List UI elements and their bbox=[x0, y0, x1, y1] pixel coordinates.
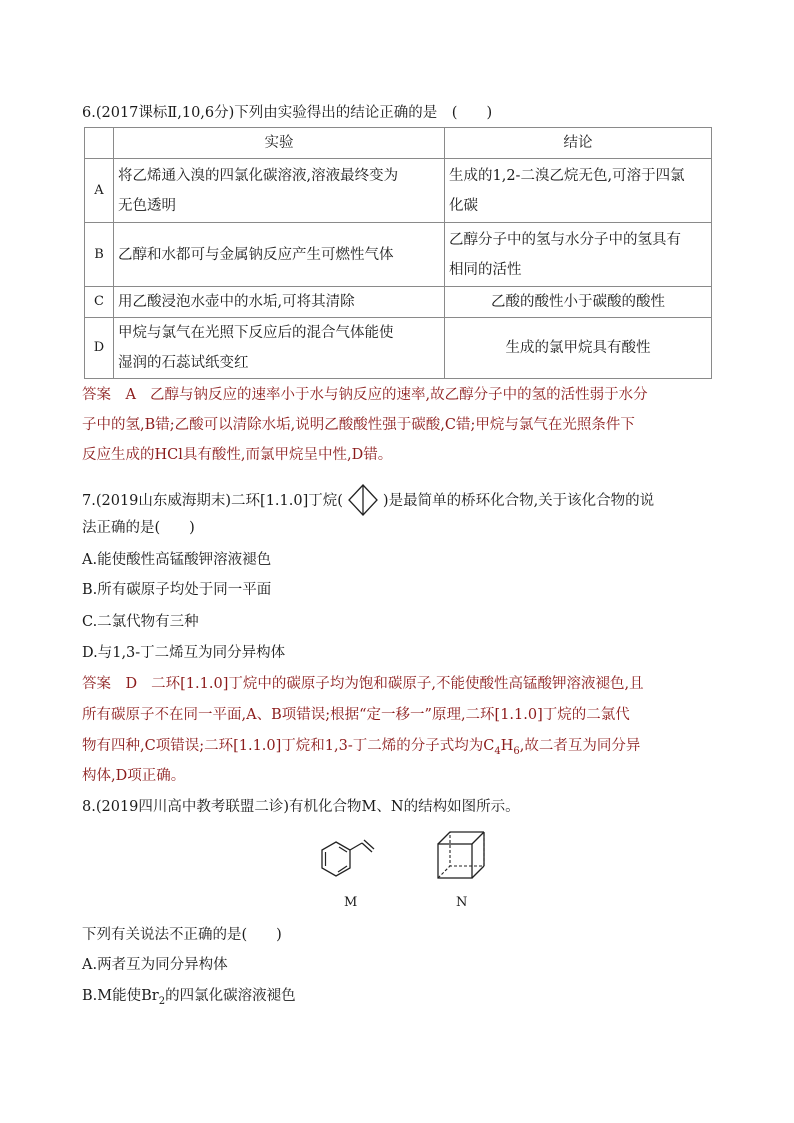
q7-answer-line2: 所有碳原子不在同一平面,A、B项错误;根据“定一移一”原理,二环[1.1.0]丁烷的二氯代 bbox=[82, 707, 630, 723]
q7-answer-line3 bbox=[82, 736, 640, 762]
con-line2: 相同的活性 bbox=[449, 261, 522, 278]
q7-stem-after: )是最简单的桥环化合物,关于该化合物的说 bbox=[382, 493, 655, 509]
q8-question: 下列有关说法不正确的是( ) bbox=[82, 927, 282, 943]
q6-stem: 6.(2017课标Ⅱ,10,6分)下列由实验得出的结论正确的是 ( ) bbox=[82, 105, 493, 121]
q8-option-a: A.两者互为同分异构体 bbox=[82, 957, 228, 973]
formula-subscript: 6 bbox=[513, 745, 520, 757]
row-experiment: 用乙酸浸泡水壶中的水垢,可将其清除 bbox=[114, 287, 445, 318]
table-row bbox=[85, 318, 712, 379]
header-conclusion: 结论 bbox=[445, 128, 712, 159]
row-experiment bbox=[114, 159, 445, 223]
header-experiment: 实验 bbox=[114, 128, 445, 159]
row-option: A bbox=[85, 159, 114, 223]
con-line2: 化碳 bbox=[449, 197, 478, 214]
table-header-row bbox=[85, 128, 712, 159]
q6-answer-line2: 子中的氢,B错;乙酸可以清除水垢,说明乙酸酸性强于碳酸,C错;甲烷与氯气在光照条件下 bbox=[82, 417, 635, 433]
row-conclusion: 生成的氯甲烷具有酸性 bbox=[445, 318, 712, 379]
exp-line2: 无色透明 bbox=[118, 197, 176, 214]
q7-stem-line2: 法正确的是( ) bbox=[82, 520, 195, 536]
q6-answer-line1 bbox=[82, 385, 648, 405]
answer-tag: 答案 D bbox=[82, 676, 138, 692]
q7-stem-before: 7.(2019山东威海期末)二环[1.1.0]丁烷( bbox=[82, 493, 343, 509]
row-option: B bbox=[85, 223, 114, 287]
exp-line1: 将乙烯通入溴的四氯化碳溶液,溶液最终变为 bbox=[118, 167, 399, 184]
q8-option-b bbox=[82, 986, 296, 1012]
q7-option-d: D.与1,3-丁二烯互为同分异构体 bbox=[82, 645, 286, 661]
row-option: C bbox=[85, 287, 114, 318]
exp-line2: 湿润的石蕊试纸变红 bbox=[118, 355, 249, 371]
table-row bbox=[85, 223, 712, 287]
q6-answer-line3: 反应生成的HCl具有酸性,而氯甲烷呈中性,D错。 bbox=[82, 447, 393, 463]
row-experiment bbox=[114, 318, 445, 379]
answer-text: 二环[1.1.0]丁烷中的碳原子均为饱和碳原子,不能使酸性高锰酸钾溶液褪色,且 bbox=[151, 676, 644, 692]
option-text: B.M能使Br bbox=[82, 988, 159, 1004]
q7-option-a: A.能使酸性高锰酸钾溶液褪色 bbox=[82, 552, 272, 568]
table-corner-cell bbox=[85, 128, 114, 159]
con-line1: 乙醇分子中的氢与水分子中的氢具有 bbox=[449, 231, 681, 248]
cubane-structure-icon bbox=[432, 826, 492, 886]
bicyclobutane-structure-icon bbox=[345, 482, 381, 518]
q6-table bbox=[84, 127, 712, 379]
row-conclusion: 乙酸的酸性小于碳酸的酸性 bbox=[445, 287, 712, 318]
row-option: D bbox=[85, 318, 114, 379]
formula-subscript: 4 bbox=[494, 745, 501, 757]
q8-stem: 8.(2019四川高中教考联盟二诊)有机化合物M、N的结构如图所示。 bbox=[82, 799, 520, 815]
answer-text: ,故二者互为同分异 bbox=[519, 738, 641, 754]
row-conclusion bbox=[445, 159, 712, 223]
q7-stem-line1 bbox=[82, 491, 654, 511]
answer-text: 乙醇与钠反应的速率小于水与钠反应的速率,故乙醇分子中的氢的活性弱于水分 bbox=[149, 387, 648, 403]
q7-answer-line1 bbox=[82, 674, 644, 694]
option-text: 的四氯化碳溶液褪色 bbox=[165, 988, 296, 1004]
q7-option-c: C.二氯代物有三种 bbox=[82, 614, 199, 630]
table-row bbox=[85, 159, 712, 223]
formula-element: H bbox=[500, 738, 514, 754]
table-row bbox=[85, 287, 712, 318]
row-conclusion bbox=[445, 223, 712, 287]
formula-subscript: 2 bbox=[158, 995, 166, 1007]
label-n: N bbox=[456, 895, 468, 910]
q7-option-b: B.所有碳原子均处于同一平面 bbox=[82, 582, 272, 598]
row-experiment: 乙醇和水都可与金属钠反应产生可燃性气体 bbox=[114, 223, 445, 287]
answer-tag: 答案 A bbox=[82, 387, 136, 403]
exp-line1: 甲烷与氯气在光照下反应后的混合气体能使 bbox=[118, 325, 394, 341]
answer-text: 物有四种,C项错误;二环[1.1.0]丁烷和1,3-丁二烯的分子式均为C bbox=[82, 738, 495, 754]
q7-answer-line4: 构体,D项正确。 bbox=[82, 768, 186, 784]
label-m: M bbox=[344, 895, 358, 910]
styrene-structure-icon bbox=[312, 830, 382, 890]
con-line1: 生成的1,2-二溴乙烷无色,可溶于四氯 bbox=[449, 167, 685, 184]
